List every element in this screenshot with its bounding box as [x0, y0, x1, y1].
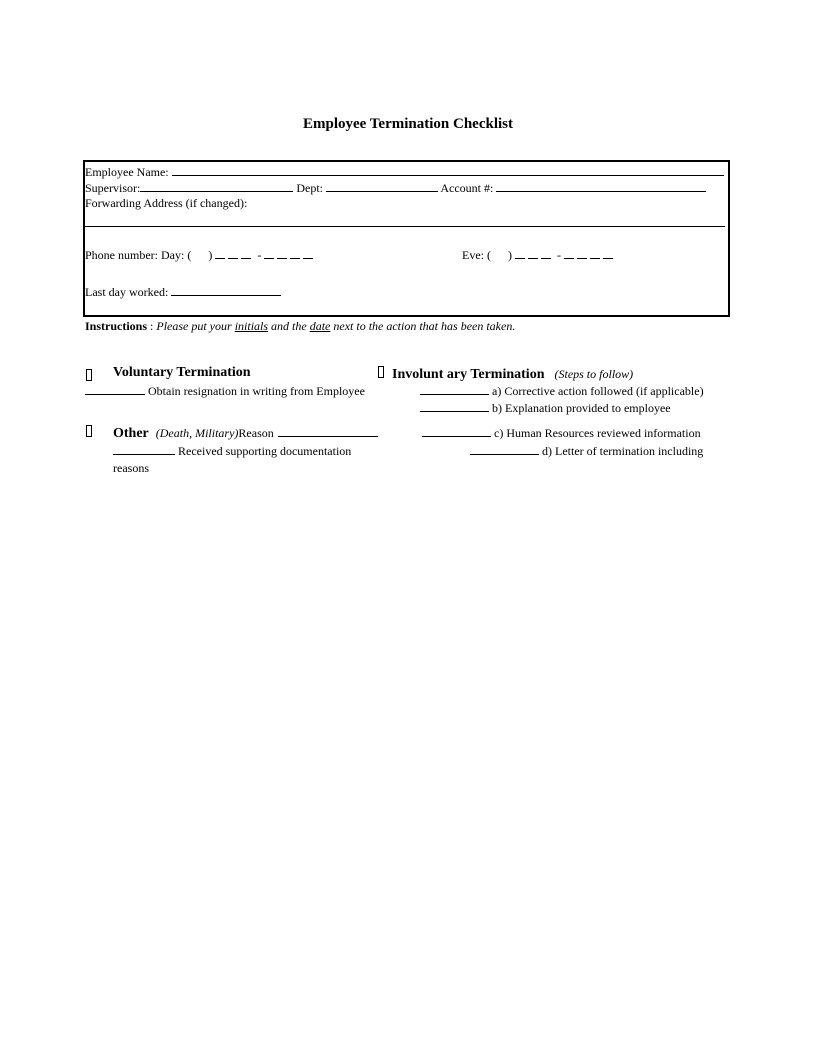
supervisor-row	[85, 180, 706, 196]
instructions-colon: :	[147, 319, 157, 333]
other-item-1-cont: reasons	[113, 461, 149, 475]
involuntary-item-d	[470, 443, 703, 459]
involuntary-item-a-text: a) Corrective action followed (if applicable)	[492, 384, 704, 398]
account-label: Account #:	[440, 181, 494, 195]
involuntary-item-c-blank[interactable]	[422, 425, 491, 437]
instructions-text-3: next to the action that has been taken.	[330, 319, 516, 333]
employee-name-field[interactable]	[172, 164, 724, 176]
other-item-1-text: Received supporting documentation	[178, 444, 352, 458]
other-reason-label: Reason	[238, 426, 274, 440]
phone-day-dash: -	[257, 248, 262, 262]
involuntary-item-c-text: c) Human Resources reviewed information	[494, 426, 701, 440]
involuntary-note: (Steps to follow)	[554, 367, 634, 381]
involuntary-item-d-blank[interactable]	[470, 443, 539, 455]
involuntary-heading-row	[392, 365, 633, 383]
voluntary-item-1-blank[interactable]	[85, 383, 145, 395]
employee-name-label: Employee Name:	[85, 165, 169, 179]
dept-label: Dept:	[296, 181, 324, 195]
phone-day-label: Phone number: Day: (	[85, 248, 192, 262]
phone-day-row	[85, 248, 316, 263]
involuntary-heading: Involunt ary Termination	[392, 367, 545, 382]
phone-eve-paren: )	[508, 248, 512, 262]
voluntary-heading: Voluntary Termination	[113, 365, 251, 380]
supervisor-field[interactable]	[140, 180, 293, 192]
last-day-label: Last day worked:	[85, 285, 169, 299]
involuntary-item-b	[420, 400, 671, 416]
instructions-initials: initials	[234, 319, 269, 333]
involuntary-item-a	[420, 383, 704, 399]
other-heading: Other	[113, 426, 149, 441]
involuntary-item-d-text: d) Letter of termination including	[542, 444, 704, 458]
last-day-row	[85, 284, 281, 300]
other-reason-field[interactable]	[278, 425, 378, 437]
involuntary-item-b-blank[interactable]	[420, 400, 489, 412]
page-title: Employee Termination Checklist	[302, 116, 513, 132]
other-heading-row	[113, 424, 378, 442]
last-day-field[interactable]	[171, 284, 281, 296]
instructions-text-1: Please put your	[156, 319, 235, 333]
account-field[interactable]	[496, 180, 706, 192]
voluntary-item-1	[85, 383, 365, 399]
dept-field[interactable]	[326, 180, 438, 192]
instructions-text-2: and the	[268, 319, 310, 333]
phone-eve-dash: -	[557, 248, 561, 262]
supervisor-label: Supervisor:	[85, 181, 141, 195]
forwarding-address-field[interactable]	[85, 226, 725, 227]
instructions	[85, 319, 515, 334]
phone-day-paren: )	[208, 248, 213, 262]
instructions-date: date	[309, 319, 331, 333]
involuntary-item-a-blank[interactable]	[420, 383, 489, 395]
forwarding-address-label: Forwarding Address (if changed):	[85, 196, 248, 210]
other-item-1-blank[interactable]	[113, 443, 175, 455]
phone-eve-row	[462, 248, 616, 263]
phone-eve-label: Eve: (	[462, 248, 491, 262]
involuntary-item-b-text: b) Explanation provided to employee	[492, 401, 671, 415]
involuntary-item-c	[422, 425, 701, 441]
employee-name-row	[85, 164, 724, 180]
other-checkbox[interactable]	[86, 424, 92, 442]
other-note: (Death, Military)	[155, 426, 239, 440]
involuntary-checkbox[interactable]	[378, 365, 384, 383]
instructions-label: Instructions	[85, 319, 148, 333]
other-item-1	[113, 443, 351, 459]
voluntary-item-1-text: Obtain resignation in writing from Employee	[148, 384, 365, 398]
